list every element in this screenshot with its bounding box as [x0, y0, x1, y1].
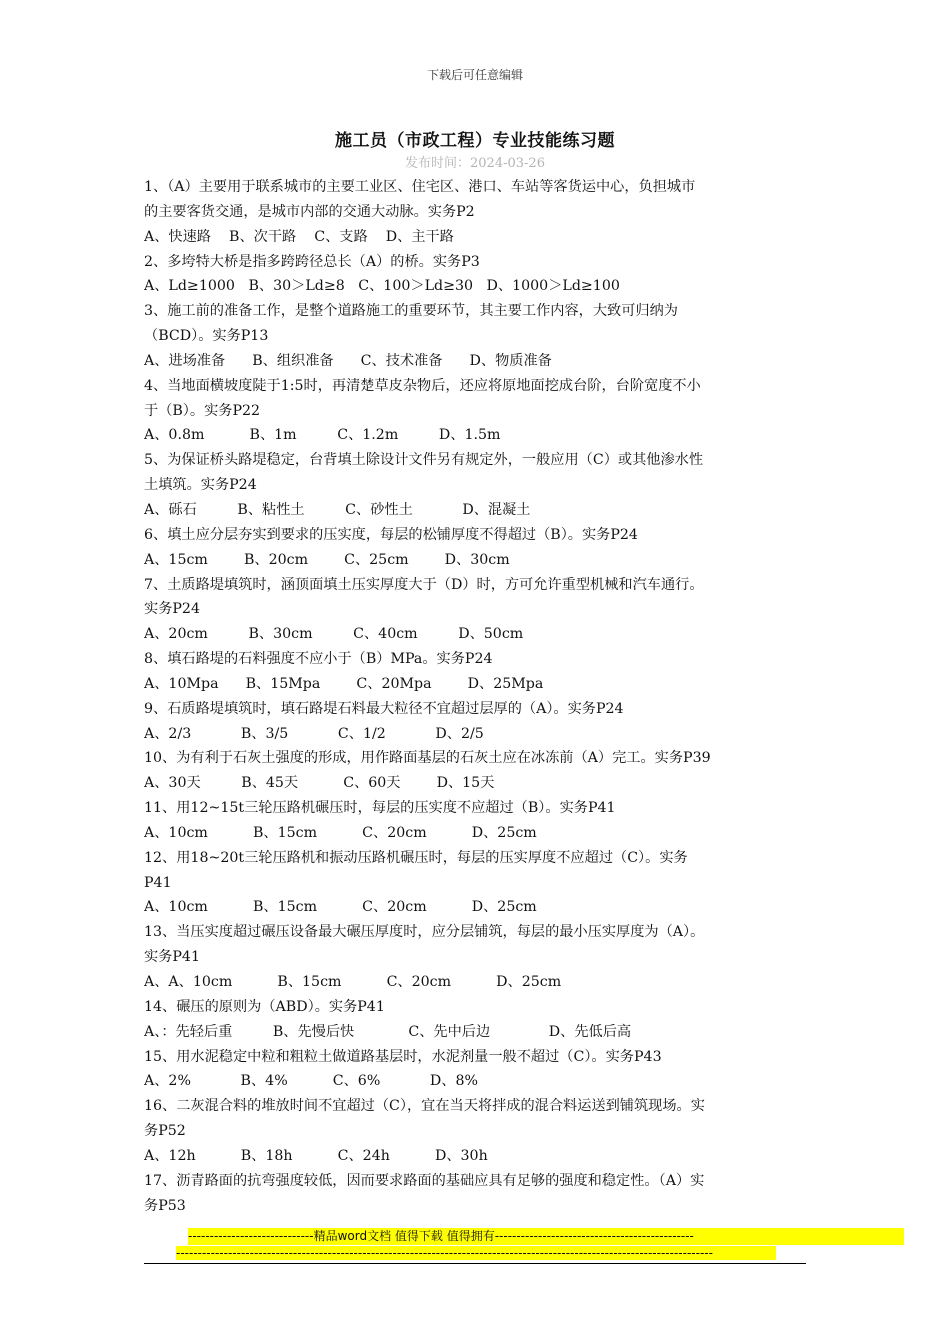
text-line: A、12h B、18h C、24h D、30h [144, 1147, 488, 1164]
text-line: 11、用12~15t三轮压路机碾压时，每层的压实度不应超过（B）。实务P41 [144, 800, 616, 817]
text-line: A、砾石 B、粘性土 C、砂性土 D、混凝土 [144, 501, 531, 518]
text-line: 4、当地面横坡度陡于1:5时，再清楚草皮杂物后，还应将原地面挖成台阶，台阶宽度不小 [144, 377, 701, 394]
header-note: 下载后可任意编辑 [426, 68, 523, 82]
text-line: 5、为保证桥头路堤稳定，台背填土除设计文件另有规定外，一般应用（C）或其他渗水性 [144, 452, 704, 469]
footer-rule [144, 1263, 806, 1264]
text-line: 6、填土应分层夯实到要求的压实度，每层的松铺厚度不得超过（B）。实务P24 [144, 526, 638, 543]
text-line: 土填筑。实务P24 [144, 477, 257, 494]
text-line: A、20cm B、30cm C、40cm D、50cm [144, 626, 524, 643]
text-line: A、Ld≥1000 B、30＞Ld≥8 C、100＞Ld≥30 D、1000＞Ld≥100 [144, 278, 620, 295]
text-line: A、2/3 B、3/5 C、1/2 D、2/5 [144, 725, 484, 742]
text-line: A、15cm B、20cm C、25cm D、30cm [144, 551, 510, 568]
text-line: A、30天 B、45天 C、60天 D、15天 [144, 775, 495, 792]
text-line: 1、（A）主要用于联系城市的主要工业区、住宅区、港口、车站等客货运中心，负担城市 [144, 179, 696, 195]
text-line: 于（B）。实务P22 [144, 402, 261, 419]
text-line: 14、碾压的原则为（ABD）。实务P41 [144, 998, 385, 1015]
text-line: A、10cm B、15cm C、20cm D、25cm [144, 899, 537, 916]
text-line: A、A、10cm B、15cm C、20cm D、25cm [144, 974, 562, 990]
footer-dashes: ---------------------------------------------------------------------------------------------------------------------------- [176, 1246, 776, 1260]
text-line: 实务P24 [144, 601, 200, 618]
publish-date: 发布时间：2024-03-26 [405, 156, 545, 171]
text-line: 13、当压实度超过碾压设备最大碾压厚度时，应分层铺筑，每层的最小压实厚度为（A）。 [144, 924, 705, 941]
text-line: 8、填石路堤的石料强度不应小于（B）MPa。实务P24 [144, 651, 493, 668]
text-line: A、0.8m B、1m C、1.2m D、1.5m [144, 427, 501, 444]
text-line: A、进场准备 B、组织准备 C、技术准备 D、物质准备 [144, 352, 552, 369]
text-line: A、10cm B、15cm C、20cm D、25cm [144, 824, 537, 841]
text-line: 3、施工前的准备工作，是整个道路施工的重要环节，其主要工作内容，大致可归纳为 [144, 303, 678, 320]
text-line: 务P53 [144, 1197, 186, 1214]
text-line: 10、为有利于石灰土强度的形成，用作路面基层的石灰土应在冰冻前（A）完工。实务P39 [144, 750, 711, 767]
text-line: 16、二灰混合料的堆放时间不宜超过（C），宜在当天将拌成的混合料运送到铺筑现场。实 [144, 1098, 705, 1115]
text-line: 2、多垮特大桥是指多跨跨径总长（A）的桥。实务P3 [144, 253, 480, 270]
text-line: A、快速路 B、次干路 C、支路 D、主干路 [144, 228, 454, 245]
text-line: A、10Mpa B、15Mpa C、20Mpa D、25Mpa [144, 675, 544, 692]
text-line: 12、用18~20t三轮压路机和振动压路机碾压时，每层的压实厚度不应超过（C）。实务 [144, 849, 688, 866]
text-line: 的主要客货交通，是城市内部的交通大动脉。实务P2 [144, 203, 475, 220]
text-line: 9、石质路堤填筑时，填石路堤石料最大粒径不宜超过层厚的（A）。实务P24 [144, 700, 624, 717]
text-line: 17、沥青路面的抗弯强度较低，因而要求路面的基础应具有足够的强度和稳定性。（A）实 [144, 1172, 705, 1189]
text-line: 15、用水泥稳定中粒和粗粒土做道路基层时，水泥剂量一般不超过（C）。实务P43 [144, 1048, 662, 1065]
text-line: （BCD）。实务P13 [144, 328, 269, 345]
text-line: A、2% B、4% C、6% D、8% [144, 1073, 478, 1090]
page-title: 施工员（市政工程）专业技能练习题 [335, 131, 615, 151]
text-line: P41 [144, 874, 172, 891]
text-line: 7、土质路堤填筑时，涵顶面填土压实厚度大于（D）时，方可允许重型机械和汽车通行。 [144, 576, 704, 593]
text-line: 实务P41 [144, 949, 200, 966]
question-list [144, 175, 810, 1218]
text-line: 务P52 [144, 1123, 186, 1140]
text-line: A、：先轻后重 B、先慢后快 C、先中后边 D、先低后高 [144, 1023, 632, 1040]
footer-banner: -----------------------------精品word文档 值得下载 值得拥有---------------------------------------------- [188, 1228, 904, 1245]
